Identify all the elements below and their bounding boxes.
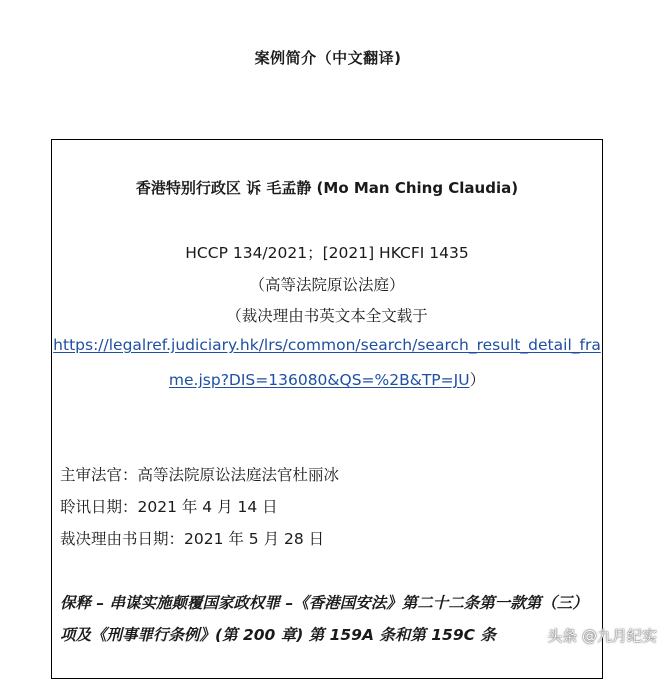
presiding-judge: 主审法官：高等法院原讼法庭法官杜丽冰 [60, 466, 340, 484]
headnote-line-2: 项及《刑事罪行条例》(第 200 章) 第 159A 条和第 159C 条 [60, 626, 496, 644]
page-title: 案例简介（中文翻译) [254, 49, 402, 67]
case-citation: HCCP 134/2021；[2021] HKCFI 1435 [185, 244, 469, 262]
judgment-link-continued[interactable]: me.jsp?DIS=136080&QS=%2B&TP=JU [168, 371, 470, 389]
closing-paren: ） [469, 371, 486, 389]
reasons-date: 裁决理由书日期：2021 年 5 月 28 日 [60, 530, 325, 548]
judgment-link[interactable]: https://legalref.judiciary.hk/lrs/common/search/search_result_detail_fra [53, 336, 601, 354]
judgment-url-line-2 [52, 368, 602, 390]
court-name: （高等法院原讼法庭） [249, 276, 405, 294]
headnote-line-1: 保释 – 串谋实施颠覆国家政权罪 –《香港国安法》第二十二条第一款第（三） [60, 594, 588, 612]
case-title: 香港特别行政区 诉 毛孟静 (Mo Man Ching Claudia) [135, 179, 519, 197]
judgment-text-note: （裁决理由书英文本全文载于 [226, 307, 428, 325]
case-summary-box [51, 139, 603, 679]
watermark: 头条 @九月纪实 [547, 627, 657, 645]
judgment-url-line-1 [52, 336, 602, 354]
hearing-date: 聆讯日期：2021 年 4 月 14 日 [60, 498, 278, 516]
